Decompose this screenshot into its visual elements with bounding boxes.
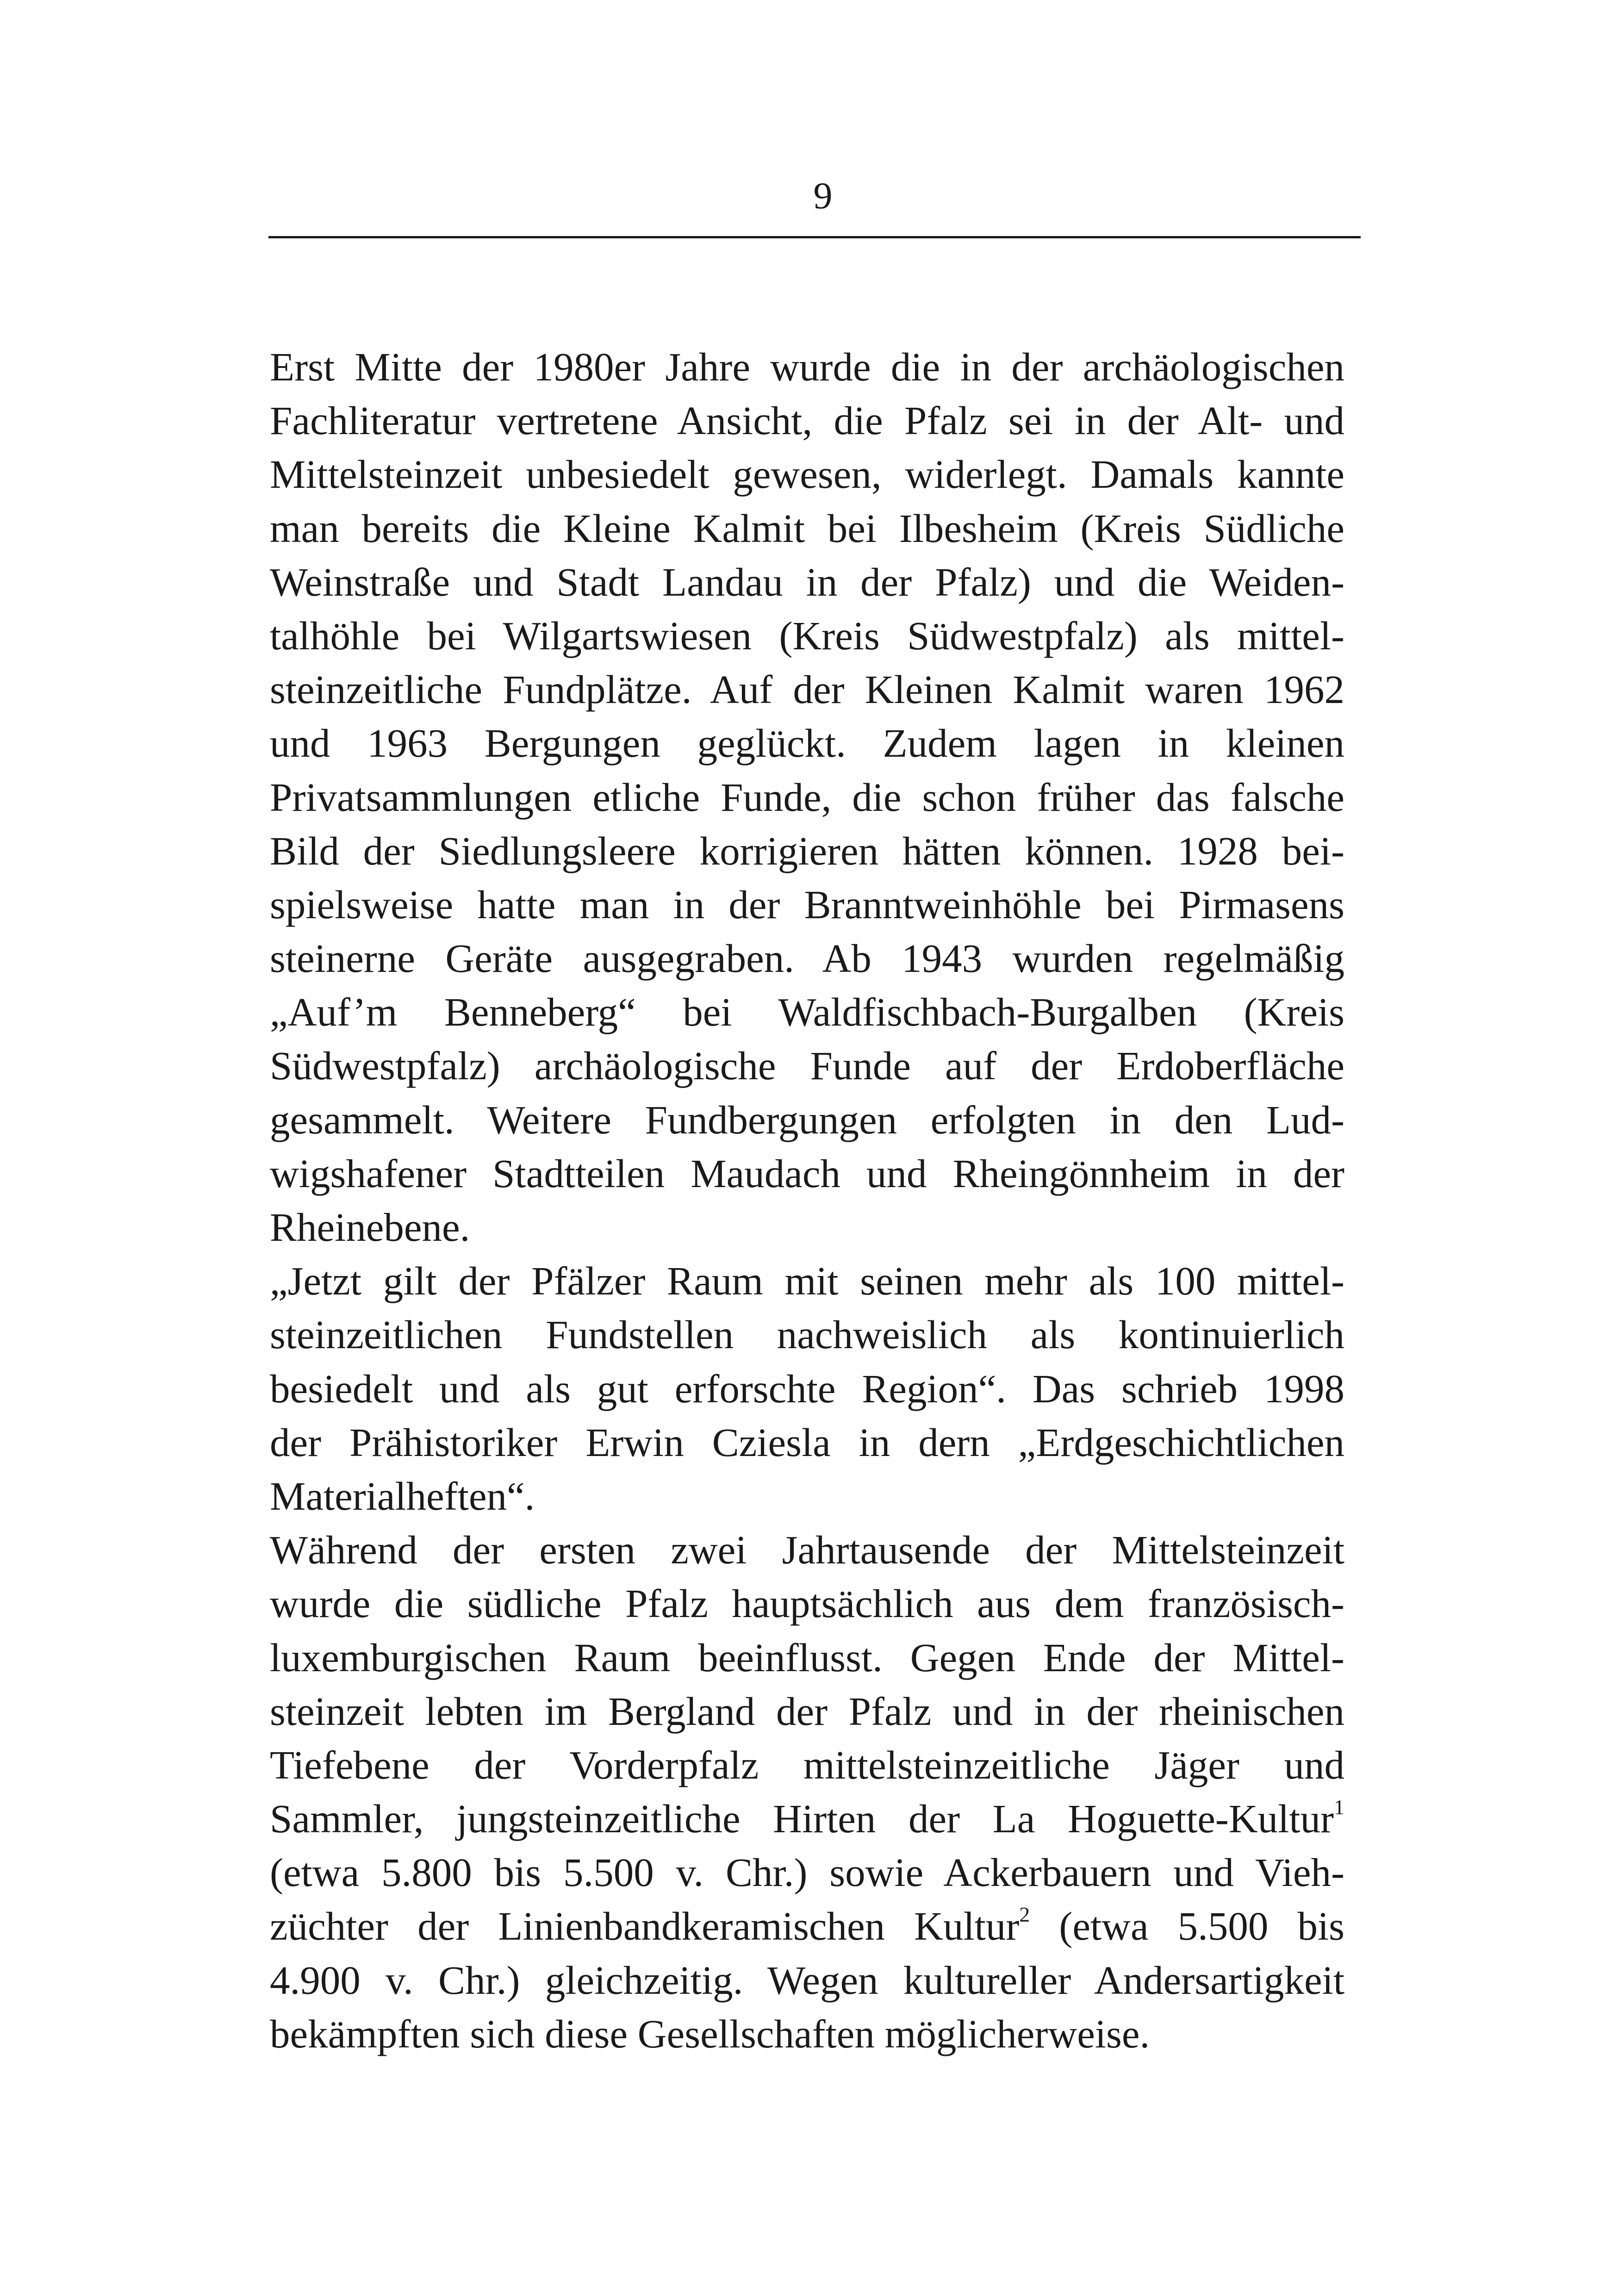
text-line: steinzeit lebten im Bergland der Pfalz und in der rheinischen: [270, 1688, 1344, 1734]
text-line: wurde die südliche Pfalz hauptsächlich aus dem französisch-: [270, 1581, 1344, 1626]
text-line: man bereits die Kleine Kalmit bei Ilbesheim (Kreis Südliche: [270, 505, 1344, 551]
text-line: bekämpften sich diese Gesellschaften möglicherweise.: [270, 2011, 1150, 2056]
text-line: und 1963 Bergungen geglückt. Zudem lagen in kleinen: [270, 721, 1344, 766]
header-rule: [268, 236, 1361, 238]
text-line: spielsweise hatte man in der Branntweinhöhle bei Pirmasens: [270, 882, 1344, 927]
text-line: Weinstraße und Stadt Landau in der Pfalz) und die Weiden-: [270, 559, 1344, 604]
text-line: 4.900 v. Chr.) gleichzeitig. Wegen kultureller Andersartigkeit: [270, 1957, 1344, 2003]
text-line: der Prähistoriker Erwin Cziesla in dern „Erdgeschichtlichen: [270, 1419, 1344, 1465]
text-line: „Jetzt gilt der Pfälzer Raum mit seinen mehr als 100 mittel-: [270, 1258, 1344, 1304]
text-line: Südwestpfalz) archäologische Funde auf der Erdoberfläche: [270, 1043, 1344, 1089]
text-line: wigshafener Stadtteilen Maudach und Rheingönnheim in der: [270, 1151, 1344, 1196]
footnote-marker: 2: [1019, 1903, 1030, 1927]
text-line: Bild der Siedlungsleere korrigieren hätten können. 1928 bei-: [270, 828, 1344, 873]
text-line: „Auf’m Benneberg“ bei Waldfischbach-Burgalben (Kreis: [270, 989, 1344, 1035]
footnote-marker: 1: [1334, 1795, 1344, 1819]
paragraph-3: [270, 1523, 1344, 2061]
paragraph-1: [270, 340, 1344, 1254]
text-line: gesammelt. Weitere Fundbergungen erfolgten in den Lud-: [270, 1097, 1344, 1142]
text-line: besiedelt und als gut erforschte Region“. Das schrieb 1998: [270, 1366, 1344, 1411]
text-line: steinerne Geräte ausgegraben. Ab 1943 wurden regelmäßig: [270, 936, 1344, 981]
text-line: steinzeitliche Fundplätze. Auf der Kleinen Kalmit waren 1962: [270, 667, 1344, 712]
text-line: Während der ersten zwei Jahrtausende der Mittelsteinzeit: [270, 1527, 1344, 1573]
text-span: (etwa 5.500 bis: [1030, 1904, 1345, 1949]
text-line: Fachliteratur vertretene Ansicht, die Pfalz sei in der Alt- und: [270, 398, 1344, 443]
text-line: talhöhle bei Wilgartswiesen (Kreis Südwestpfalz) als mittel-: [270, 613, 1344, 658]
text-line: Tiefebene der Vorderpfalz mittelsteinzeitliche Jäger und: [270, 1742, 1344, 1787]
text-line-with-footnote: [270, 1792, 1344, 1846]
text-line: (etwa 5.800 bis 5.500 v. Chr.) sowie Ackerbauern und Vieh-: [270, 1850, 1344, 1895]
text-line: Materialheften“.: [270, 1473, 535, 1518]
text-line: Rheinebene.: [270, 1205, 470, 1250]
text-span: züchter der Linienbandkeramischen Kultur: [270, 1904, 1020, 1949]
text-line: Erst Mitte der 1980er Jahre wurde die in der archäologischen: [270, 344, 1344, 389]
text-line: steinzeitlichen Fundstellen nachweislich als kontinuierlich: [270, 1312, 1344, 1357]
paragraph-2: [270, 1254, 1344, 1523]
text-line: Mittelsteinzeit unbesiedelt gewesen, widerlegt. Damals kannte: [270, 452, 1344, 497]
text-span: Sammler, jungsteinzeitliche Hirten der La Hoguette-Kultur: [270, 1796, 1334, 1842]
text-line: luxemburgischen Raum beeinflusst. Gegen Ende der Mittel-: [270, 1635, 1344, 1680]
text-line: Privatsammlungen etliche Funde, die schon früher das falsche: [270, 774, 1344, 820]
page-number: 9: [813, 174, 833, 217]
body-text: [270, 340, 1344, 2061]
text-line-with-footnote: [270, 1899, 1344, 1953]
